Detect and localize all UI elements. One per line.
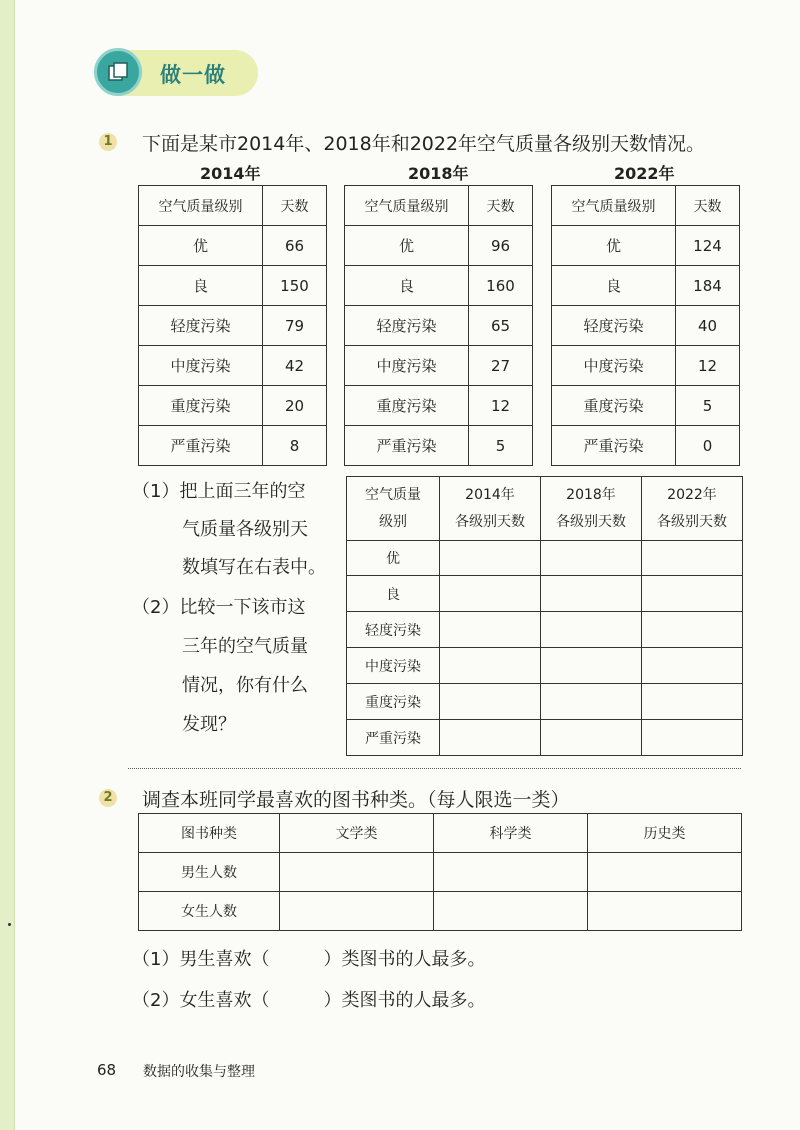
- days-cell: 160: [469, 266, 533, 306]
- blank-answer-cell[interactable]: [588, 853, 742, 892]
- dotted-separator: [128, 768, 741, 769]
- fill-in-sentence: （1）男生喜欢（ ）类图书的人最多。: [132, 949, 486, 970]
- days-cell: 42: [263, 346, 327, 386]
- header-cell: [347, 477, 440, 541]
- days-cell: 12: [469, 386, 533, 426]
- question-number: 1: [99, 133, 117, 151]
- days-cell: 0: [676, 426, 740, 466]
- table-year-label: 2014年: [200, 164, 261, 183]
- row-label: 女生人数: [139, 892, 280, 931]
- days-cell: 66: [263, 226, 327, 266]
- blank-answer-cell[interactable]: [434, 892, 588, 931]
- header-sub: 各级别天数: [657, 513, 727, 530]
- days-cell: 27: [469, 346, 533, 386]
- days-cell: 96: [469, 226, 533, 266]
- blank-answer-cell[interactable]: [642, 576, 743, 612]
- table-year-label: 2018年: [408, 164, 469, 183]
- header-cell: [642, 477, 743, 541]
- header-cell: [440, 477, 541, 541]
- header-cell: 天数: [263, 186, 327, 226]
- sub-question-1-line: （1）把上面三年的空: [132, 481, 306, 502]
- header-year: 2022年: [667, 486, 717, 503]
- fill-in-sentence: （2）女生喜欢（ ）类图书的人最多。: [132, 990, 486, 1011]
- level-cell: 优: [139, 226, 263, 266]
- blank-answer-cell[interactable]: [440, 720, 541, 756]
- blank-answer-cell[interactable]: [280, 892, 434, 931]
- blank-answer-cell[interactable]: [434, 853, 588, 892]
- blank-answer-cell[interactable]: [642, 612, 743, 648]
- data-table-2018: [344, 185, 533, 466]
- days-cell: 65: [469, 306, 533, 346]
- sub-question-2-line: 情况，你有什么: [182, 675, 308, 696]
- sub-question-2-line: （2）比较一下该市这: [132, 597, 306, 618]
- data-table-2022: [551, 185, 740, 466]
- blank-answer-cell[interactable]: [588, 892, 742, 931]
- level-cell: 轻度污染: [347, 612, 440, 648]
- row-label: 男生人数: [139, 853, 280, 892]
- blank-answer-cell[interactable]: [280, 853, 434, 892]
- blank-answer-cell[interactable]: [440, 684, 541, 720]
- days-cell: 184: [676, 266, 740, 306]
- blank-answer-cell[interactable]: [642, 684, 743, 720]
- sub-question-1-line: 数填写在右表中。: [182, 557, 326, 578]
- blank-answer-cell[interactable]: [642, 720, 743, 756]
- header-cell: 空气质量级别: [139, 186, 263, 226]
- level-cell: 轻度污染: [139, 306, 263, 346]
- page-number: 68: [97, 1061, 117, 1079]
- days-cell: 124: [676, 226, 740, 266]
- header-cell: 天数: [676, 186, 740, 226]
- header-cell: [541, 477, 642, 541]
- header-cell: 空气质量级别: [345, 186, 469, 226]
- level-cell: 重度污染: [347, 684, 440, 720]
- blank-answer-cell[interactable]: [440, 648, 541, 684]
- question-number: 2: [99, 789, 117, 807]
- level-cell: 重度污染: [552, 386, 676, 426]
- blank-answer-cell[interactable]: [440, 576, 541, 612]
- level-cell: 良: [347, 576, 440, 612]
- blank-answer-cell[interactable]: [541, 612, 642, 648]
- level-cell: 轻度污染: [345, 306, 469, 346]
- blank-answer-cell[interactable]: [541, 720, 642, 756]
- days-cell: 8: [263, 426, 327, 466]
- header-cell: 天数: [469, 186, 533, 226]
- level-cell: 优: [552, 226, 676, 266]
- level-cell: 中度污染: [347, 648, 440, 684]
- days-cell: 150: [263, 266, 327, 306]
- table-year-label: 2022年: [614, 164, 675, 183]
- blank-answer-cell[interactable]: [440, 612, 541, 648]
- stray-dot: [8, 923, 11, 926]
- days-cell: 5: [676, 386, 740, 426]
- header-year: 2014年: [465, 486, 515, 503]
- blank-answer-cell[interactable]: [642, 541, 743, 576]
- blank-answer-cell[interactable]: [541, 576, 642, 612]
- level-cell: 优: [345, 226, 469, 266]
- header-cell: 图书种类: [139, 814, 280, 853]
- level-cell: 良: [552, 266, 676, 306]
- level-cell: 严重污染: [347, 720, 440, 756]
- blank-answer-cell[interactable]: [541, 684, 642, 720]
- level-cell: 严重污染: [552, 426, 676, 466]
- header-cell: 空气质量级别: [552, 186, 676, 226]
- level-cell: 良: [345, 266, 469, 306]
- fill-in-table: [346, 476, 743, 756]
- chapter-title: 数据的收集与整理: [143, 1064, 255, 1080]
- left-margin-line: [14, 0, 15, 1130]
- level-cell: 重度污染: [139, 386, 263, 426]
- header-line: 空气质量: [365, 486, 421, 503]
- days-cell: 12: [676, 346, 740, 386]
- sub-question-2-line: 三年的空气质量: [182, 636, 308, 657]
- header-cell: 科学类: [434, 814, 588, 853]
- blank-answer-cell[interactable]: [541, 541, 642, 576]
- level-cell: 严重污染: [139, 426, 263, 466]
- header-sub: 各级别天数: [556, 513, 626, 530]
- left-margin-strip: [0, 0, 14, 1130]
- blank-answer-cell[interactable]: [541, 648, 642, 684]
- level-cell: 严重污染: [345, 426, 469, 466]
- level-cell: 中度污染: [345, 346, 469, 386]
- pencil-paper-icon: [94, 48, 142, 96]
- sub-question-1-line: 气质量各级别天: [182, 519, 308, 540]
- header-line: 级别: [379, 513, 407, 530]
- header-cell: 文学类: [280, 814, 434, 853]
- level-cell: 重度污染: [345, 386, 469, 426]
- level-cell: 良: [139, 266, 263, 306]
- level-cell: 中度污染: [139, 346, 263, 386]
- level-cell: 中度污染: [552, 346, 676, 386]
- question-text: 调查本班同学最喜欢的图书种类。（每人限选一类）: [142, 789, 570, 811]
- sub-question-2-line: 发现？: [182, 714, 236, 735]
- days-cell: 5: [469, 426, 533, 466]
- data-table-2014: [138, 185, 327, 466]
- level-cell: 优: [347, 541, 440, 576]
- blank-answer-cell[interactable]: [642, 648, 743, 684]
- header-sub: 各级别天数: [455, 513, 525, 530]
- header-cell: 历史类: [588, 814, 742, 853]
- blank-answer-cell[interactable]: [440, 541, 541, 576]
- book-survey-table: [138, 813, 742, 931]
- header-year: 2018年: [566, 486, 616, 503]
- days-cell: 79: [263, 306, 327, 346]
- days-cell: 40: [676, 306, 740, 346]
- section-title: 做一做: [160, 63, 226, 87]
- days-cell: 20: [263, 386, 327, 426]
- question-text: 下面是某市2014年、2018年和2022年空气质量各级别天数情况。: [142, 133, 706, 155]
- level-cell: 轻度污染: [552, 306, 676, 346]
